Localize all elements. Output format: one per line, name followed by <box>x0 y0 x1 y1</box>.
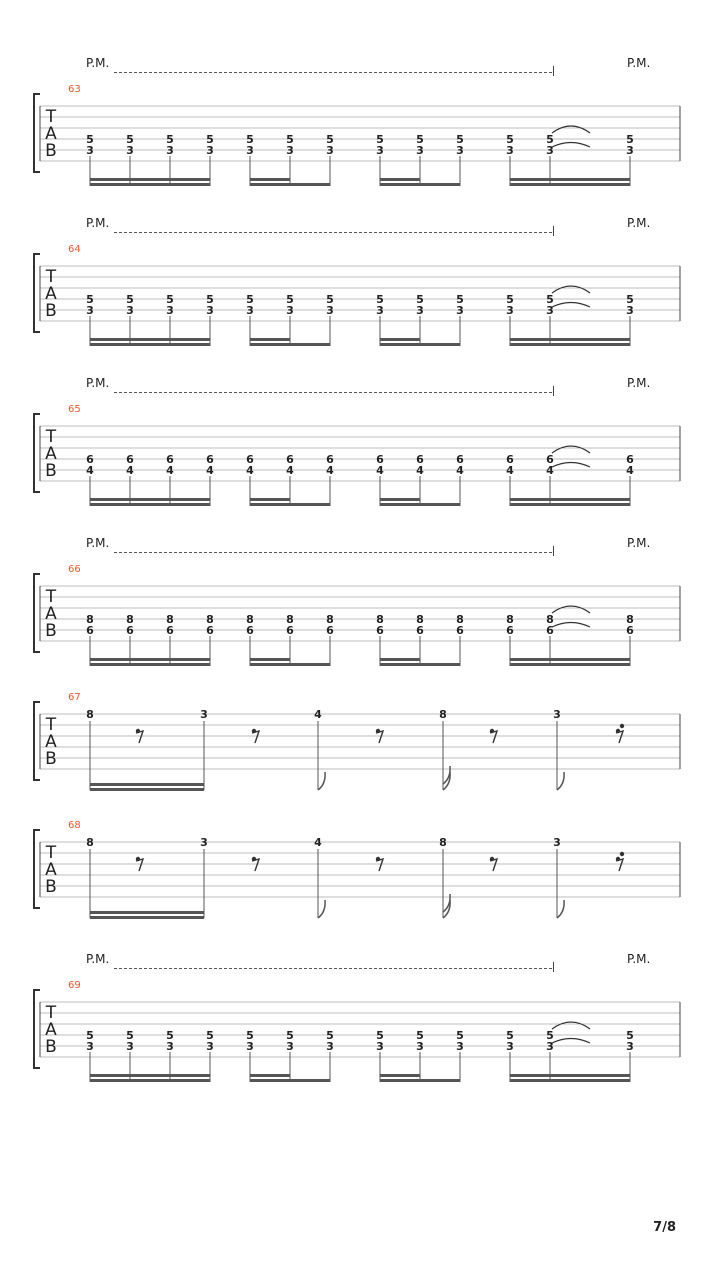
palm-mute-line <box>114 552 552 553</box>
fret-number: 6 <box>546 453 554 466</box>
fret-number: 6 <box>506 453 514 466</box>
tab-clef-letter: B <box>45 877 57 897</box>
fret-number: 3 <box>416 304 424 317</box>
fret-number: 3 <box>246 304 254 317</box>
fret-number: 4 <box>326 464 334 477</box>
tab-staff <box>0 694 720 814</box>
beam <box>380 183 460 186</box>
rest-symbol <box>136 731 143 743</box>
fret-number: 3 <box>246 144 254 157</box>
fret-number: 8 <box>86 836 94 849</box>
tab-clef-letter: T <box>45 107 57 127</box>
fret-number: 8 <box>439 836 447 849</box>
fret-number: 3 <box>126 1040 134 1053</box>
fret-number: 6 <box>206 624 214 637</box>
fret-number: 8 <box>246 613 254 626</box>
fret-number: 6 <box>286 453 294 466</box>
tab-clef-letter: T <box>45 427 57 447</box>
beam <box>90 503 210 506</box>
fret-number: 8 <box>126 613 134 626</box>
tab-staff <box>0 566 720 686</box>
fret-number: 5 <box>326 133 334 146</box>
fret-number: 5 <box>326 1029 334 1042</box>
tab-staff <box>0 246 720 366</box>
beam <box>250 178 290 181</box>
beam <box>250 503 330 506</box>
tab-clef-letter: B <box>45 1037 57 1057</box>
system-brace <box>34 574 40 652</box>
system-brace <box>34 94 40 172</box>
tie-arc <box>552 1022 590 1029</box>
note-flag <box>318 900 325 918</box>
note-flag <box>557 772 564 790</box>
fret-number: 6 <box>456 453 464 466</box>
tie-arc <box>552 623 590 628</box>
palm-mute-end <box>553 226 554 236</box>
fret-number: 5 <box>456 133 464 146</box>
beam <box>90 498 210 501</box>
fret-number: 3 <box>286 144 294 157</box>
page-number: 7/8 <box>653 1220 676 1235</box>
fret-number: 3 <box>206 304 214 317</box>
palm-mute-line <box>114 232 552 233</box>
fret-number: 6 <box>246 624 254 637</box>
fret-number: 5 <box>456 1029 464 1042</box>
fret-number: 5 <box>166 293 174 306</box>
fret-number: 5 <box>626 1029 634 1042</box>
fret-number: 3 <box>326 1040 334 1053</box>
fret-number: 5 <box>416 1029 424 1042</box>
fret-number: 4 <box>166 464 174 477</box>
fret-number: 5 <box>416 293 424 306</box>
fret-number: 3 <box>506 304 514 317</box>
fret-number: 8 <box>86 613 94 626</box>
fret-number: 4 <box>206 464 214 477</box>
fret-number: 6 <box>626 624 634 637</box>
tab-clef-letter: T <box>45 267 57 287</box>
fret-number: 3 <box>286 1040 294 1053</box>
fret-number: 5 <box>126 1029 134 1042</box>
fret-number: 4 <box>314 836 322 849</box>
fret-number: 8 <box>326 613 334 626</box>
palm-mute-label: P.M. <box>627 376 651 390</box>
tab-clef-letter: T <box>45 715 57 735</box>
rest-symbol <box>620 724 624 728</box>
fret-number: 6 <box>626 453 634 466</box>
system-brace <box>34 414 40 492</box>
measure-number: 64 <box>68 244 81 255</box>
fret-number: 3 <box>416 1040 424 1053</box>
fret-number: 3 <box>456 1040 464 1053</box>
fret-number: 6 <box>166 624 174 637</box>
beam <box>510 178 630 181</box>
beam <box>90 663 210 666</box>
fret-number: 5 <box>206 1029 214 1042</box>
fret-number: 8 <box>506 613 514 626</box>
tie-arc <box>552 286 590 293</box>
rest-symbol <box>376 731 383 743</box>
fret-number: 6 <box>286 624 294 637</box>
fret-number: 3 <box>553 708 561 721</box>
measure-number: 65 <box>68 404 81 415</box>
fret-number: 5 <box>246 293 254 306</box>
palm-mute-line <box>114 72 552 73</box>
fret-number: 3 <box>456 304 464 317</box>
fret-number: 6 <box>246 453 254 466</box>
fret-number: 5 <box>86 133 94 146</box>
fret-number: 3 <box>546 304 554 317</box>
beam <box>380 663 460 666</box>
beam <box>380 343 460 346</box>
tab-clef-letter: A <box>45 444 57 464</box>
system-brace <box>34 990 40 1068</box>
beam <box>380 338 420 341</box>
measure-number: 66 <box>68 564 81 575</box>
fret-number: 4 <box>314 708 322 721</box>
palm-mute-end <box>553 386 554 396</box>
palm-mute-end <box>553 66 554 76</box>
fret-number: 5 <box>626 293 634 306</box>
rest-symbol <box>616 859 623 871</box>
fret-number: 3 <box>86 144 94 157</box>
palm-mute-label: P.M. <box>86 216 110 230</box>
fret-number: 5 <box>506 1029 514 1042</box>
beam <box>250 338 290 341</box>
tab-clef-letter: T <box>45 843 57 863</box>
tie-arc <box>552 126 590 133</box>
fret-number: 4 <box>626 464 634 477</box>
fret-number: 3 <box>200 708 208 721</box>
fret-number: 3 <box>546 144 554 157</box>
beam <box>90 658 210 661</box>
palm-mute-label: P.M. <box>627 56 651 70</box>
fret-number: 3 <box>376 304 384 317</box>
tab-clef-letter: A <box>45 860 57 880</box>
beam <box>90 788 204 791</box>
fret-number: 5 <box>286 133 294 146</box>
palm-mute-line <box>114 968 552 969</box>
fret-number: 6 <box>456 624 464 637</box>
tab-staff <box>0 982 720 1102</box>
fret-number: 6 <box>86 453 94 466</box>
tab-clef-letter: B <box>45 301 57 321</box>
fret-number: 3 <box>86 1040 94 1053</box>
fret-number: 3 <box>626 144 634 157</box>
beam <box>90 343 210 346</box>
fret-number: 3 <box>326 304 334 317</box>
beam <box>250 1079 330 1082</box>
tab-staff <box>0 86 720 206</box>
tab-staff <box>0 406 720 526</box>
fret-number: 5 <box>126 133 134 146</box>
fret-number: 3 <box>246 1040 254 1053</box>
fret-number: 6 <box>126 624 134 637</box>
beam <box>250 1074 290 1077</box>
fret-number: 6 <box>86 624 94 637</box>
tie-arc <box>552 446 590 453</box>
fret-number: 6 <box>326 453 334 466</box>
fret-number: 6 <box>376 624 384 637</box>
beam <box>90 338 210 341</box>
fret-number: 5 <box>286 293 294 306</box>
rest-symbol <box>252 731 259 743</box>
palm-mute-label: P.M. <box>627 536 651 550</box>
tab-clef-letter: A <box>45 732 57 752</box>
beam <box>510 658 630 661</box>
tab-clef-letter: A <box>45 284 57 304</box>
fret-number: 4 <box>286 464 294 477</box>
fret-number: 6 <box>416 624 424 637</box>
fret-number: 8 <box>166 613 174 626</box>
tie-arc <box>552 303 590 308</box>
beam <box>510 183 630 186</box>
fret-number: 8 <box>206 613 214 626</box>
fret-number: 8 <box>546 613 554 626</box>
tie-arc <box>552 463 590 468</box>
system-brace <box>34 254 40 332</box>
fret-number: 8 <box>286 613 294 626</box>
fret-number: 3 <box>166 144 174 157</box>
fret-number: 3 <box>416 144 424 157</box>
palm-mute-label: P.M. <box>86 56 110 70</box>
fret-number: 3 <box>326 144 334 157</box>
fret-number: 3 <box>553 836 561 849</box>
fret-number: 3 <box>86 304 94 317</box>
fret-number: 4 <box>506 464 514 477</box>
fret-number: 5 <box>546 133 554 146</box>
fret-number: 8 <box>86 708 94 721</box>
fret-number: 5 <box>206 293 214 306</box>
beam <box>380 1074 420 1077</box>
fret-number: 3 <box>626 304 634 317</box>
beam <box>250 183 330 186</box>
fret-number: 5 <box>86 293 94 306</box>
palm-mute-label: P.M. <box>86 536 110 550</box>
fret-number: 5 <box>506 293 514 306</box>
fret-number: 4 <box>86 464 94 477</box>
fret-number: 8 <box>439 708 447 721</box>
measure-number: 67 <box>68 692 81 703</box>
fret-number: 4 <box>126 464 134 477</box>
beam <box>510 338 630 341</box>
fret-number: 3 <box>456 144 464 157</box>
fret-number: 5 <box>626 133 634 146</box>
fret-number: 5 <box>546 1029 554 1042</box>
palm-mute-line <box>114 392 552 393</box>
fret-number: 5 <box>376 133 384 146</box>
system-brace <box>34 702 40 780</box>
fret-number: 5 <box>456 293 464 306</box>
rest-symbol <box>252 859 259 871</box>
beam <box>380 498 420 501</box>
beam <box>250 658 290 661</box>
fret-number: 4 <box>416 464 424 477</box>
beam <box>510 498 630 501</box>
fret-number: 6 <box>126 453 134 466</box>
beam <box>90 178 210 181</box>
beam <box>90 916 204 919</box>
fret-number: 3 <box>546 1040 554 1053</box>
fret-number: 5 <box>546 293 554 306</box>
beam <box>250 498 290 501</box>
rest-symbol <box>136 859 143 871</box>
fret-number: 5 <box>416 133 424 146</box>
fret-number: 5 <box>326 293 334 306</box>
note-flag <box>318 772 325 790</box>
beam <box>510 663 630 666</box>
fret-number: 5 <box>206 133 214 146</box>
tab-clef-letter: T <box>45 587 57 607</box>
fret-number: 5 <box>506 133 514 146</box>
fret-number: 8 <box>626 613 634 626</box>
fret-number: 5 <box>376 1029 384 1042</box>
beam <box>380 1079 460 1082</box>
beam <box>90 783 204 786</box>
beam <box>90 1079 210 1082</box>
fret-number: 6 <box>206 453 214 466</box>
system-brace <box>34 830 40 908</box>
beam <box>510 343 630 346</box>
fret-number: 3 <box>166 1040 174 1053</box>
tie-arc <box>552 143 590 148</box>
fret-number: 6 <box>326 624 334 637</box>
fret-number: 3 <box>506 1040 514 1053</box>
tab-clef-letter: B <box>45 141 57 161</box>
tab-staff <box>0 822 720 942</box>
fret-number: 3 <box>206 144 214 157</box>
fret-number: 3 <box>626 1040 634 1053</box>
tab-clef-letter: A <box>45 604 57 624</box>
beam <box>380 503 460 506</box>
beam <box>380 178 420 181</box>
fret-number: 4 <box>376 464 384 477</box>
fret-number: 3 <box>376 1040 384 1053</box>
rest-symbol <box>620 852 624 856</box>
measure-number: 68 <box>68 820 81 831</box>
rest-symbol <box>616 731 623 743</box>
fret-number: 3 <box>126 144 134 157</box>
fret-number: 6 <box>166 453 174 466</box>
fret-number: 5 <box>376 293 384 306</box>
palm-mute-end <box>553 546 554 556</box>
fret-number: 3 <box>126 304 134 317</box>
fret-number: 5 <box>86 1029 94 1042</box>
note-flag <box>557 900 564 918</box>
fret-number: 3 <box>286 304 294 317</box>
fret-number: 6 <box>546 624 554 637</box>
fret-number: 3 <box>200 836 208 849</box>
beam <box>90 183 210 186</box>
palm-mute-end <box>553 962 554 972</box>
tab-clef-letter: B <box>45 621 57 641</box>
fret-number: 4 <box>546 464 554 477</box>
fret-number: 8 <box>456 613 464 626</box>
tab-clef-letter: B <box>45 461 57 481</box>
fret-number: 3 <box>506 144 514 157</box>
rest-symbol <box>376 859 383 871</box>
fret-number: 5 <box>286 1029 294 1042</box>
fret-number: 4 <box>456 464 464 477</box>
tab-clef-letter: B <box>45 749 57 769</box>
beam <box>510 503 630 506</box>
fret-number: 6 <box>376 453 384 466</box>
palm-mute-label: P.M. <box>627 952 651 966</box>
beam <box>90 911 204 914</box>
palm-mute-label: P.M. <box>86 952 110 966</box>
fret-number: 8 <box>376 613 384 626</box>
beam <box>510 1079 630 1082</box>
tie-arc <box>552 606 590 613</box>
beam <box>380 658 420 661</box>
fret-number: 6 <box>416 453 424 466</box>
fret-number: 6 <box>506 624 514 637</box>
tab-clef-letter: A <box>45 1020 57 1040</box>
tab-clef-letter: T <box>45 1003 57 1023</box>
fret-number: 8 <box>416 613 424 626</box>
rest-symbol <box>490 731 497 743</box>
fret-number: 4 <box>246 464 254 477</box>
fret-number: 3 <box>376 144 384 157</box>
fret-number: 5 <box>246 133 254 146</box>
tie-arc <box>552 1039 590 1044</box>
fret-number: 5 <box>166 1029 174 1042</box>
fret-number: 5 <box>246 1029 254 1042</box>
beam <box>510 1074 630 1077</box>
palm-mute-label: P.M. <box>86 376 110 390</box>
fret-number: 3 <box>166 304 174 317</box>
rest-symbol <box>490 859 497 871</box>
fret-number: 5 <box>166 133 174 146</box>
tab-clef-letter: A <box>45 124 57 144</box>
beam <box>250 343 330 346</box>
fret-number: 3 <box>206 1040 214 1053</box>
palm-mute-label: P.M. <box>627 216 651 230</box>
beam <box>250 663 330 666</box>
measure-number: 69 <box>68 980 81 991</box>
beam <box>90 1074 210 1077</box>
measure-number: 63 <box>68 84 81 95</box>
fret-number: 5 <box>126 293 134 306</box>
